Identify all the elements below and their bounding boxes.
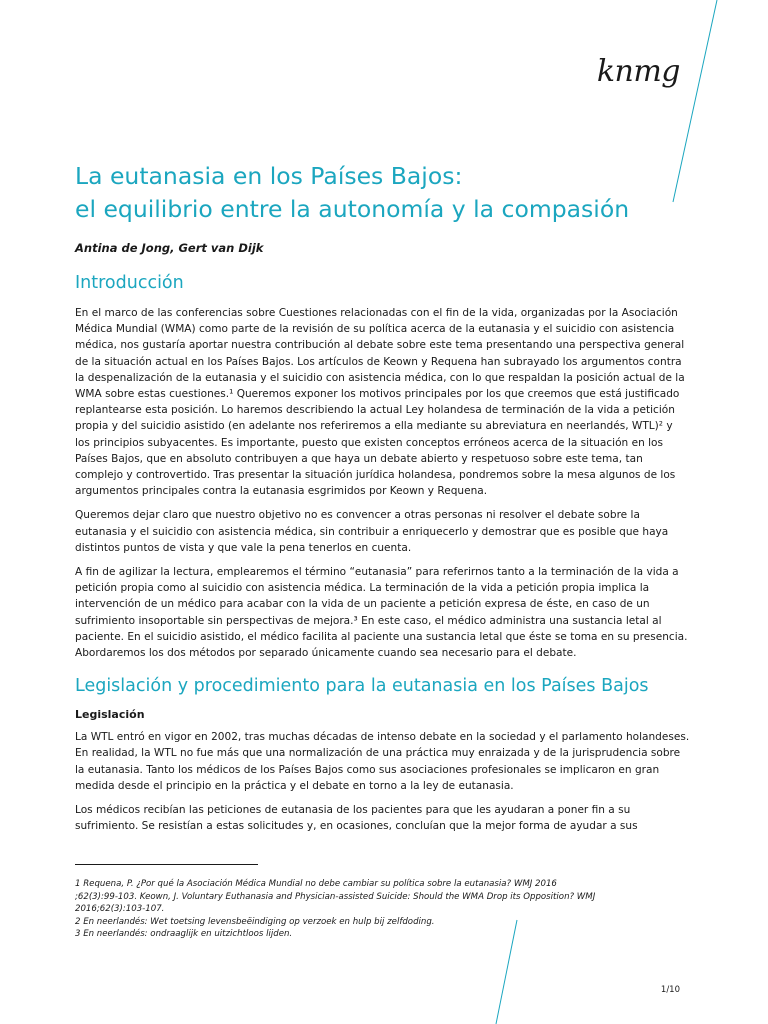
footnote-2: 2 En neerlandés: Wet toetsing levensbeëindiging op verzoek en hulp bij zelfdoding. (75, 916, 435, 927)
knmg-logo: knmg (596, 54, 680, 89)
paragraph-law-2: Los médicos recibían las peticiones de eutanasia de los pacientes para que les ayudaran a poner fin a su sufrimiento. Se resistían a estas solicitudes y, en ocasiones, concluían que la mejor forma de ayudar a sus (75, 804, 638, 833)
page-number: 1/10 (660, 985, 680, 995)
paragraph-intro-3: A fin de agilizar la lectura, emplearemos el término “eutanasia” para referirnos tanto a la terminación de la vida a petición propia como al suicidio con asistencia médica. La terminación de la vida a petición propia implica la intervención de un médico para acabar con la vida de un paciente a petición expresa de éste, en caso de un sufrimiento insoportable sin perspectivas de mejora.³ En este caso, el médico administra una sustancia letal al paciente. En el suicidio asistido, el médico facilita al paciente una sustancia letal que éste se toma en su presencia. Abordaremos los dos métodos por separado únicamente cuando sea necesario para el debate. (75, 566, 688, 660)
document-title (75, 160, 695, 226)
footnote-1-line-2: ;62(3):99-103. Keown, J. Voluntary Euthanasia and Physician-assisted Suicide: Should the WMA Drop its Opposition? WMJ (75, 891, 596, 902)
paragraph-intro-1: En el marco de las conferencias sobre Cuestiones relacionadas con el fin de la vida, organizadas por la Asociación Médica Mundial (WMA) como parte de la revisión de su política acerca de la eutanasia y el suicidio con asistencia médica, nos gustaría aportar nuestra contribución al debate sobre este tema presentando una perspectiva general de la situación actual en los Países Bajos. Los artículos de Keown y Requena han subrayado los argumentos contra la despenalización de la eutanasia y el suicidio con asistencia médica, con lo que respaldan la posición actual de la WMA sobre estas cuestiones.¹ Queremos exponer los motivos principales por los que creemos que está justificado replantearse esta posición. Lo haremos describiendo la actual Ley holandesa de terminación de la vida a petición propia y del suicidio asistido (en adelante nos referiremos a ella mediante su abreviatura en neerlandés, WTL)² y los principios subyacentes. Es importante, puesto que existen conceptos erróneos acerca de la situación en los Países Bajos, que en absoluto contribuyen a que haya un debate abierto y respetuoso sobre este tema, tan complejo y controvertido. Tras presentar la situación jurídica holandesa, pondremos sobre la mesa algunos de los argumentos principales contra la eutanasia esgrimidos por Keown y Requena. (75, 307, 685, 498)
paragraph-law-1: La WTL entró en vigor en 2002, tras muchas décadas de intenso debate en la sociedad y el parlamento holandeses. En realidad, la WTL no fue más que una normalización de una práctica muy enraizada y de la jurisprudencia sobre la eutanasia. Tanto los médicos de los Países Bajos como sus asociaciones profesionales se implicaron en gran medida desde el principio en la práctica y el debate en torno a la ley de eutanasia. (75, 731, 690, 792)
section-heading-introduction: Introducción (75, 273, 184, 293)
subheading-legislacion: Legislación (75, 708, 145, 722)
footnote-3: 3 En neerlandés: ondraaglijk en uitzichtloos lijden. (75, 929, 293, 939)
footnote-separator (75, 864, 258, 865)
title-line-2: el equilibrio entre la autonomía y la compasión (75, 195, 630, 223)
footnote-1-line-1: 1 Requena, P. ¿Por qué la Asociación Médica Mundial no debe cambiar su política sobre la eutanasia? WMJ 2016 (75, 879, 557, 889)
main-content (75, 270, 690, 842)
footnotes (75, 878, 715, 941)
title-line-1: La eutanasia en los Países Bajos: (75, 162, 463, 190)
paragraph-intro-2: Queremos dejar claro que nuestro objetivo no es convencer a otras personas ni resolver el debate sobre la eutanasia y el suicidio con asistencia médica, sin contribuir a enriquecerlo y demostrar que es posible que haya distintos puntos de vista y que vale la pena tenerlos en cuenta. (75, 509, 669, 554)
authors: Antina de Jong, Gert van Dijk (75, 241, 264, 255)
footnote-1-line-3: 2016;62(3):103-107. (75, 904, 165, 914)
section-heading-legislation: Legislación y procedimiento para la eutanasia en los Países Bajos (75, 676, 649, 697)
